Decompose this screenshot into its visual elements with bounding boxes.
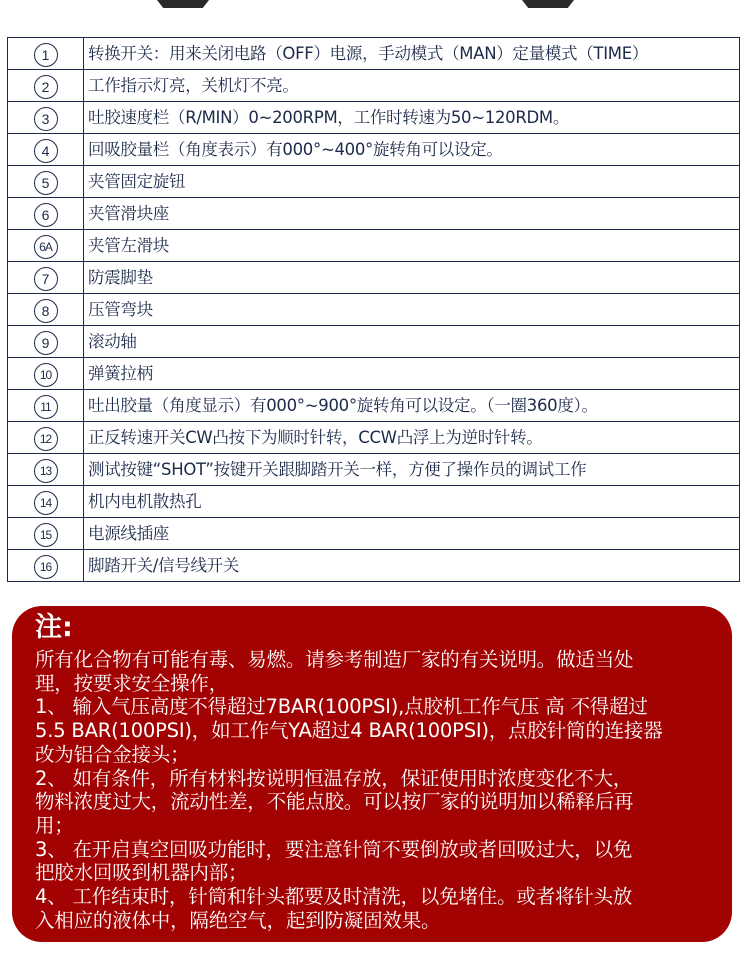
- note-line: 2、 如有条件，所有材料按说明恒温存放，保证使用时浓度变化不大，: [35, 766, 633, 790]
- row-number-cell: [8, 262, 84, 294]
- row-description: 压管弯块: [84, 294, 740, 326]
- row-description: 回吸胶量栏（角度表示）有000°~400°旋转角可以设定。: [84, 134, 740, 166]
- row-number-cell: [8, 38, 84, 70]
- note-line: 3、 在开启真空回吸功能时，要注意针筒不要倒放或者回吸过大，以免: [35, 837, 633, 861]
- note-line: 入相应的液体中，隔绝空气，起到防凝固效果。: [35, 908, 441, 932]
- table-row: [8, 38, 740, 70]
- table-row: [8, 230, 740, 262]
- row-description: 滚动轴: [84, 326, 740, 358]
- row-description: 工作指示灯亮，关机灯不亮。: [84, 70, 740, 102]
- circled-number: 11: [34, 395, 58, 419]
- row-description: 夹管固定旋钮: [84, 166, 740, 198]
- table-row: [8, 550, 740, 582]
- table-row: [8, 294, 740, 326]
- circled-number: 5: [34, 171, 58, 195]
- circled-number: 1: [34, 43, 58, 67]
- note-line: 理，按要求安全操作，: [35, 671, 229, 695]
- row-description: 机内电机散热孔: [84, 486, 740, 518]
- table-row: [8, 262, 740, 294]
- table-row: [8, 454, 740, 486]
- circled-number: 13: [34, 459, 58, 483]
- table-row: [8, 486, 740, 518]
- table-row: [8, 358, 740, 390]
- row-number-cell: [8, 550, 84, 582]
- circled-number: 6: [34, 203, 58, 227]
- table-row: [8, 422, 740, 454]
- circled-number: 8: [34, 299, 58, 323]
- row-description: 电源线插座: [84, 518, 740, 550]
- row-number-cell: [8, 102, 84, 134]
- note-line: 改为铝合金接头；: [35, 742, 190, 766]
- row-number-cell: [8, 390, 84, 422]
- note-line: 物料浓度过大，流动性差，不能点胶。可以按厂家的说明加以稀释后再: [35, 790, 634, 814]
- table-row: [8, 102, 740, 134]
- row-number-cell: [8, 198, 84, 230]
- row-number-cell: [8, 294, 84, 326]
- circled-number: 14: [34, 491, 58, 515]
- table-row: [8, 198, 740, 230]
- note-line: 把胶水回吸到机器内部；: [35, 861, 248, 885]
- table-row: [8, 70, 740, 102]
- circled-number: 4: [34, 139, 58, 163]
- circled-number: 3: [34, 107, 58, 131]
- note-line: 5.5 BAR(100PSI)，如工作气YA超过4 BAR(100PSI)，点胶针筒的连接器: [35, 719, 663, 743]
- circled-number: 2: [34, 75, 58, 99]
- row-number-cell: [8, 134, 84, 166]
- circled-number: 7: [34, 267, 58, 291]
- circled-number: 15: [34, 523, 58, 547]
- row-number-cell: [8, 230, 84, 262]
- note-line: 用；: [35, 813, 74, 837]
- circled-number: 10: [34, 363, 58, 387]
- row-number-cell: [8, 70, 84, 102]
- row-description: 正反转速开关CW凸按下为顺时针转，CCW凸浮上为逆时针转。: [84, 422, 740, 454]
- row-number-cell: [8, 486, 84, 518]
- warning-note-box: [12, 606, 732, 942]
- note-line: 4、 工作结束时，针筒和针头都要及时清洗，以免堵住。或者将针头放: [35, 885, 633, 909]
- table-row: [8, 326, 740, 358]
- machine-foot-right: [522, 0, 574, 8]
- row-description: 转换开关：用来关闭电路（OFF）电源，手动模式（MAN）定量模式（TIME）: [84, 38, 740, 70]
- parts-spec-table: [7, 37, 740, 582]
- row-description: 脚踏开关/信号线开关: [84, 550, 740, 582]
- circled-number: 12: [34, 427, 58, 451]
- row-description: 防震脚垫: [84, 262, 740, 294]
- machine-foot-left: [157, 0, 209, 8]
- row-description: 夹管左滑块: [84, 230, 740, 262]
- row-number-cell: [8, 166, 84, 198]
- note-line: 1、 输入气压高度不得超过7BAR(100PSI),点胶机工作气压 高 不得超过: [35, 695, 648, 719]
- row-description: 夹管滑块座: [84, 198, 740, 230]
- circled-number: 16: [34, 555, 58, 579]
- row-number-cell: [8, 326, 84, 358]
- table-row: [8, 390, 740, 422]
- row-number-cell: [8, 518, 84, 550]
- row-description: 吐胶速度栏（R/MIN）0~200RPM，工作时转速为50~120RDM。: [84, 102, 740, 134]
- table-row: [8, 518, 740, 550]
- circled-number: 9: [34, 331, 58, 355]
- row-description: 吐出胶量（角度显示）有000°~900°旋转角可以设定。（一圈360度）。: [84, 390, 740, 422]
- circled-number: 6A: [34, 235, 58, 259]
- note-body: [35, 648, 722, 932]
- table-row: [8, 134, 740, 166]
- row-number-cell: [8, 422, 84, 454]
- note-title: 注:: [35, 612, 73, 643]
- row-description: 测试按键“SHOT”按键开关跟脚踏开关一样，方便了操作员的调试工作: [84, 454, 740, 486]
- note-line: 所有化合物有可能有毒、易燃。请参考制造厂家的有关说明。做适当处: [35, 648, 634, 671]
- table-row: [8, 166, 740, 198]
- row-description: 弹簧拉柄: [84, 358, 740, 390]
- row-number-cell: [8, 358, 84, 390]
- row-number-cell: [8, 454, 84, 486]
